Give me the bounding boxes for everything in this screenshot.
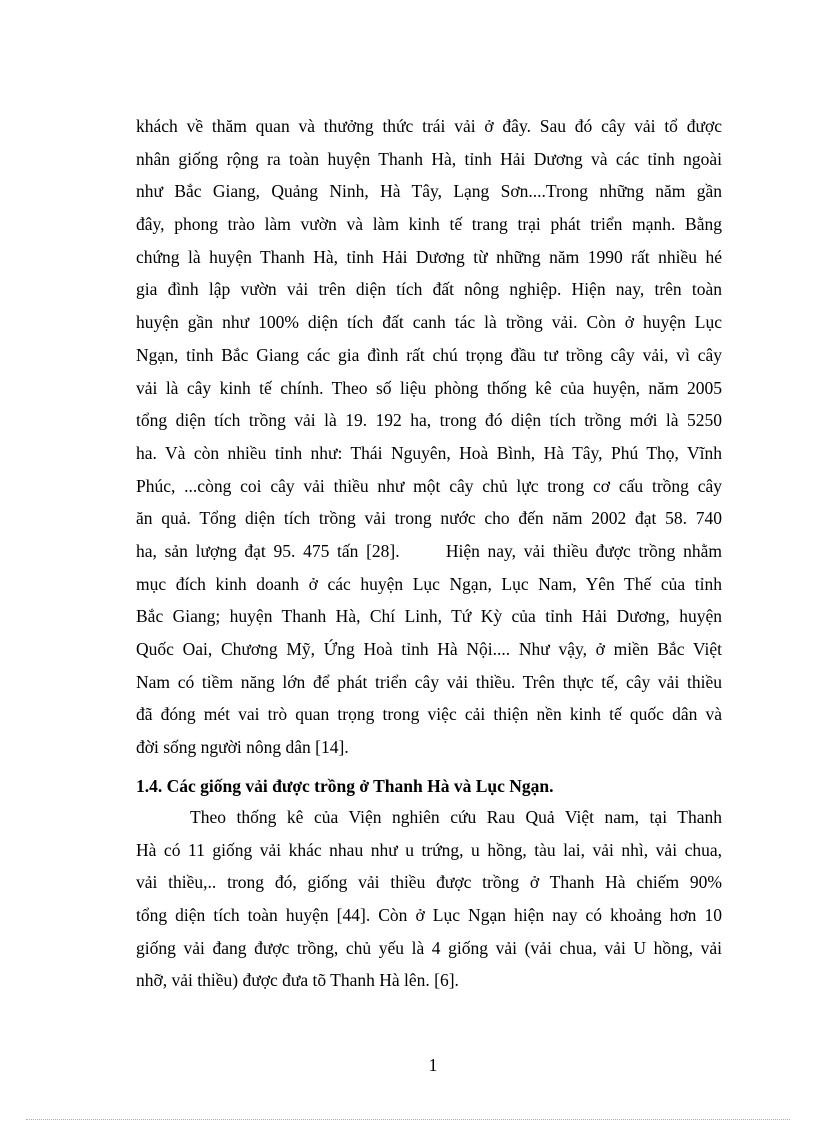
text-line: vải là cây kinh tế chính. Theo số liệu phòng thống kê của huyện, năm 2005: [136, 377, 722, 398]
text-line: Ngạn, tỉnh Bắc Giang các gia đình rất chú trọng đầu tư trồng cây vải, vì cây: [136, 344, 722, 365]
text-line: như Bắc Giang, Quảng Ninh, Hà Tây, Lạng Sơn....Trong những năm gần: [136, 181, 722, 202]
text-line: Theo thống kê của Viện nghiên cứu Rau Quả Việt nam, tại Thanh: [190, 807, 722, 827]
text-line: tổng diện tích toàn huyện [44]. Còn ở Lục Ngạn hiện nay có khoảng hơn 10: [136, 905, 722, 926]
text-line: khách về thăm quan và thưởng thức trái vải ở đây. Sau đó cây vải tổ được: [136, 116, 722, 136]
text-line: giống vải đang được trồng, chủ yếu là 4 giống vải (vải chua, vải U hồng, vải: [136, 937, 722, 958]
text-line: nhân giống rộng ra toàn huyện Thanh Hà, tỉnh Hải Dương và các tỉnh ngoài: [136, 148, 722, 169]
text-line: Nam có tiềm năng lớn để phát triển cây vải thiều. Trên thực tế, cây vải thiều: [136, 671, 722, 692]
text-line: mục đích kinh doanh ở các huyện Lục Ngạn, Lục Nam, Yên Thế của tỉnh: [136, 573, 722, 594]
text-line: ha. Và còn nhiều tỉnh như: Thái Nguyên, Hoà Bình, Hà Tây, Phú Thọ, Vĩnh: [136, 442, 722, 463]
text-line: nhỡ, vải thiều) được đưa tõ Thanh Hà lên. [6].: [136, 970, 459, 991]
text-line: đã đóng mét vai trò quan trọng trong việc cải thiện nền kinh tế quốc dân và: [136, 704, 722, 725]
page-number: 1: [428, 1055, 438, 1075]
text-line: chứng là huyện Thanh Hà, tỉnh Hải Dương từ những năm 1990 rất nhiều hé: [136, 246, 722, 267]
text-line: gia đình lập vườn vải trên diện tích đất nông nghiệp. Hiện nay, trên toàn: [136, 279, 722, 300]
text-line: Quốc Oai, Chương Mỹ, Ứng Hoà tỉnh Hà Nội.... Như vậy, ở miền Bắc Việt: [136, 639, 722, 659]
text-line: tổng diện tích trồng vải là 19. 192 ha, trong đó diện tích trồng mới là 5250: [136, 410, 722, 431]
text-line: huyện gần như 100% diện tích đất canh tác là trồng vải. Còn ở huyện Lục: [136, 312, 722, 333]
text-line: Phúc, ...còng coi cây vải thiều như một cây chủ lực trong cơ cấu trồng cây: [136, 475, 722, 496]
text-line: đây, phong trào làm vườn và làm kinh tế trang trại phát triển mạnh. Bằng: [136, 214, 722, 235]
text-line: đời sống người nông dân [14].: [136, 737, 349, 758]
body-paragraph: [136, 801, 722, 997]
body-paragraph: [136, 110, 722, 764]
text-line: Bắc Giang; huyện Thanh Hà, Chí Linh, Tứ Kỳ của tỉnh Hải Dương, huyện: [136, 606, 722, 627]
text-line: Hà có 11 giống vải khác nhau như u trứng, u hồng, tàu lai, vải nhì, vải chua,: [136, 839, 722, 860]
text-line: ha, sản lượng đạt 95. 475 tấn [28]. Hiện nay, vải thiều được trồng nhằm: [136, 540, 722, 561]
text-line: ăn quả. Tổng diện tích trồng vải trong nước cho đến năm 2002 đạt 58. 740: [136, 508, 722, 529]
text-line: vải thiều,.. trong đó, giống vải thiều được trồng ở Thanh Hà chiếm 90%: [136, 872, 722, 893]
page-bottom-divider: [26, 1119, 790, 1120]
section-heading: 1.4. Các giống vải được trồng ở Thanh Hà và Lục Ngạn.: [136, 776, 554, 796]
